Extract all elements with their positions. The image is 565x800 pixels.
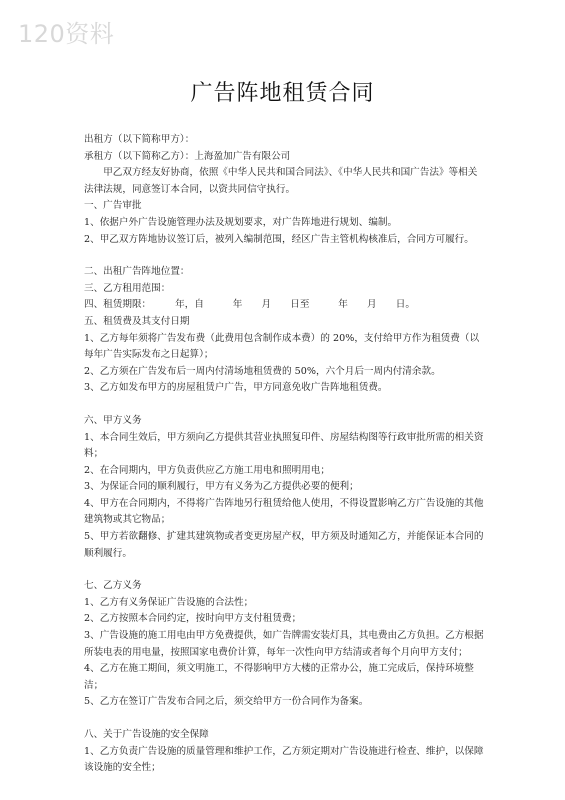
- clause: 3、乙方如发布甲方的房屋租赁户广告，甲方同意免收广告阵地租赁费。: [84, 382, 388, 394]
- preamble-paragraph: 甲乙双方经友好协商，依照《中华人民共和国合同法》、《中华人民共和国广告法》等相关法律法规，同意签订本合同，以资共同信守执行。: [84, 167, 478, 195]
- section-heading: 二、出租广告阵地位置：: [84, 266, 190, 278]
- clause: 1、本合同生效后，甲方须向乙方提供其营业执照复印件、房屋结构图等行政审批所需的相关资料；: [84, 431, 484, 460]
- contract-body: [84, 132, 486, 777]
- section-heading: 五、租赁费及其支付日期: [84, 315, 190, 327]
- clause: 5、乙方在签订广告发布合同之后，须交给甲方一份合同作为备案。: [84, 696, 369, 708]
- lessor-line: 出租方（以下简称甲方）：: [84, 134, 195, 145]
- clause: 1、依据户外广告设施管理办法及规划要求，对广告阵地进行规划、编制。: [84, 216, 398, 228]
- clause: 3、广告设施的施工用电由甲方免费提供，如广告牌需安装灯具，其电费由乙方负担。乙方根据所装电表的用电量，按照国家电费价计算，每年一次性向甲方结清或者每个月向甲方支付；: [84, 630, 484, 658]
- section-heading: 三、乙方租用范围：: [84, 282, 171, 294]
- clause: 4、甲方在合同期内，不得将广告阵地另行租赁给他人使用，不得设置影响乙方广告设施的其他建筑物或其它物品；: [84, 497, 484, 526]
- clause: 1、乙方负责广告设施的质量管理和维护工作，乙方须定期对广告设施进行检查、维护，以保障该设施的安全性；: [84, 745, 484, 774]
- clause: 1、乙方有义务保证广告设施的合法性；: [84, 596, 254, 608]
- clause: 2、在合同期内，甲方负责供应乙方施工用电和照明用电；: [84, 464, 330, 476]
- section-heading: 八、关于广告设施的安全保障: [84, 729, 209, 740]
- watermark-text: 120资料: [18, 20, 115, 48]
- clause: 4、乙方在施工期间，须文明施工，不得影响甲方大楼的正常办公，施工完成后，保持环境整洁；: [84, 663, 474, 691]
- section-heading: 六、甲方义务: [84, 414, 142, 426]
- clause: 1、乙方每年须将广告发布费（此费用包含制作成本费）的 20%，支付给甲方作为租赁费（以每年广告实际发布之日起算）；: [84, 332, 480, 361]
- section-heading: 一、广告审批: [84, 200, 142, 212]
- clause: 2、甲乙双方阵地协议签订后，被列入编制范围，经区广告主管机构核准后，合同方可履行。: [84, 233, 474, 245]
- lessee-line: 承租方（以下简称乙方）：上海盈加广告有限公司: [84, 150, 291, 162]
- section-heading: 七、乙方义务: [84, 580, 142, 592]
- document-title: 广告阵地租赁合同: [190, 81, 375, 106]
- clause: 2、乙方须在广告发布后一周内付清场地租赁费的 50%，六个月后一周内付清余款。: [84, 365, 441, 377]
- section-heading: 四、租赁期限： 年，自 年 月 日至 年 月 日。: [84, 299, 415, 311]
- clause: 3、为保证合同的顺利履行，甲方有义务为乙方提供必要的便利；: [84, 481, 359, 493]
- clause: 5、甲方若欲翻修、扩建其建筑物或者变更房屋产权，甲方须及时通知乙方，并能保证本合同的顺利履行。: [84, 531, 484, 559]
- clause: 2、乙方按照本合同约定，按时向甲方支付租赁费；: [84, 613, 302, 625]
